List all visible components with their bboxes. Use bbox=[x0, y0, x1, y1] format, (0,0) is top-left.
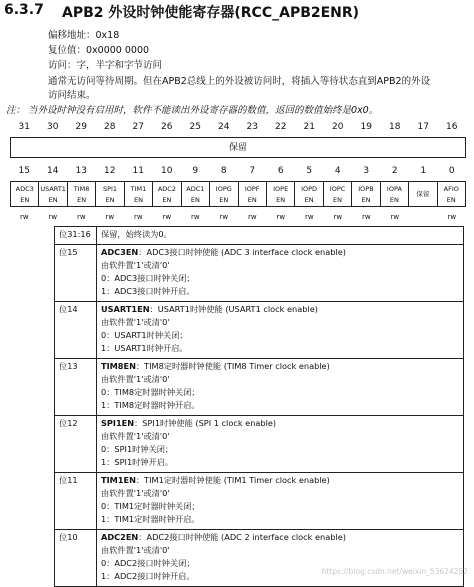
description-line: 由软件置'1'或清'0' bbox=[101, 488, 170, 498]
field-suffix: EN bbox=[219, 196, 229, 204]
description-line: 由软件置'1'或清'0' bbox=[101, 545, 170, 555]
bit-description bbox=[97, 473, 464, 530]
bit-number: 25 bbox=[189, 122, 201, 132]
bit-description-table bbox=[54, 226, 464, 587]
bit-number: 15 bbox=[18, 166, 30, 176]
bit-range: 位13 bbox=[55, 359, 97, 416]
field-iopcen bbox=[324, 182, 352, 206]
table-row bbox=[55, 530, 464, 587]
description-line: 由软件置'1'或清'0' bbox=[101, 431, 170, 441]
field-suffix: EN bbox=[162, 196, 172, 204]
description-line: 1：SPI1时钟开启。 bbox=[101, 457, 174, 467]
bit-range: 位15 bbox=[55, 245, 97, 302]
field-suffix: EN bbox=[20, 196, 30, 204]
table-row bbox=[55, 245, 464, 302]
bit-number: 14 bbox=[47, 166, 59, 176]
bit-description bbox=[97, 302, 464, 359]
bit-name: USART1EN bbox=[101, 304, 150, 314]
bit-description bbox=[97, 245, 464, 302]
bit-number: 11 bbox=[132, 166, 144, 176]
bit-number: 29 bbox=[75, 122, 87, 132]
description-text: 保留，始终读为0。 bbox=[101, 229, 172, 239]
field-name: IOPB bbox=[358, 185, 374, 193]
access-type: rw bbox=[133, 213, 143, 221]
field-iopaen bbox=[381, 182, 409, 206]
description-line: 1：USART1时钟开启。 bbox=[101, 343, 188, 353]
table-row bbox=[55, 359, 464, 416]
field-adc2en bbox=[153, 182, 181, 206]
field-suffix: EN bbox=[333, 196, 343, 204]
bit-number: 10 bbox=[161, 166, 173, 176]
field-iopeen bbox=[267, 182, 295, 206]
bit-description bbox=[97, 227, 464, 245]
field-suffix: EN bbox=[446, 196, 456, 204]
bit-name: TIM8EN bbox=[101, 361, 136, 371]
access-type bbox=[409, 213, 438, 221]
description-title bbox=[101, 361, 459, 374]
description-title bbox=[101, 475, 459, 488]
bit-number: 3 bbox=[363, 166, 370, 176]
upper-bit-numbers bbox=[10, 122, 466, 132]
bit-name: TIM1EN bbox=[101, 475, 136, 485]
bit-number: 8 bbox=[220, 166, 227, 176]
field-suffix: EN bbox=[389, 196, 399, 204]
field-reserved bbox=[409, 182, 437, 206]
field-suffix: EN bbox=[190, 196, 200, 204]
bit-number: 19 bbox=[360, 122, 372, 132]
field-name: IOPC bbox=[329, 185, 346, 193]
offset-address: 偏移地址：0x18 bbox=[48, 30, 120, 41]
field-iopden bbox=[295, 182, 323, 206]
access-type: rw bbox=[304, 213, 314, 221]
table-row bbox=[55, 416, 464, 473]
field-name: TIM1 bbox=[130, 185, 147, 193]
access-type: rw bbox=[190, 213, 200, 221]
wait-info-line2: 访问结束。 bbox=[48, 90, 96, 101]
access-type: rw bbox=[276, 213, 286, 221]
register-field-row bbox=[10, 181, 466, 207]
field-iopgen bbox=[210, 182, 238, 206]
field-name: ADC2 bbox=[157, 185, 176, 193]
note: 注： 当外设时钟没有启用时，软件不能读出外设寄存器的数值，返回的数值始终是0x0。 bbox=[6, 105, 379, 116]
bit-title: ：SPI1时钟使能 (SPI 1 clock enable) bbox=[134, 418, 277, 428]
bit-number: 13 bbox=[75, 166, 87, 176]
field-suffix: EN bbox=[105, 196, 115, 204]
field-afioen bbox=[438, 182, 465, 206]
field-iopfen bbox=[239, 182, 267, 206]
bit-title: ：ADC2接口时钟使能 (ADC 2 interface clock enable) bbox=[138, 532, 346, 542]
description-line: 0：USART1时钟关闭； bbox=[101, 330, 188, 340]
bit-number: 23 bbox=[246, 122, 258, 132]
field-name: IOPE bbox=[273, 185, 289, 193]
description-line: 0：TIM1定时器时钟关闭； bbox=[101, 501, 200, 511]
bit-number: 28 bbox=[104, 122, 116, 132]
bit-number: 5 bbox=[306, 166, 313, 176]
field-suffix: EN bbox=[276, 196, 286, 204]
bit-range: 位11 bbox=[55, 473, 97, 530]
bit-number: 22 bbox=[275, 122, 287, 132]
bit-number: 2 bbox=[391, 166, 398, 176]
description-line: 由软件置'1'或清'0' bbox=[101, 260, 170, 270]
field-usart1en bbox=[39, 182, 67, 206]
access-type: rw bbox=[162, 213, 172, 221]
description-line: 由软件置'1'或清'0' bbox=[101, 374, 170, 384]
bit-number: 21 bbox=[303, 122, 315, 132]
field-name: USART1 bbox=[40, 185, 66, 193]
bit-number: 26 bbox=[161, 122, 173, 132]
description-line: 1：ADC2接口时钟开启。 bbox=[101, 571, 195, 581]
access-type: rw bbox=[390, 213, 400, 221]
description-line: 0：TIM8定时器时钟关闭； bbox=[101, 387, 200, 397]
bit-range: 位14 bbox=[55, 302, 97, 359]
field-name: SPI1 bbox=[102, 185, 118, 193]
wait-info-line1: 通常无访问等待周期。但在APB2总线上的外设被访问时，将插入等待状态直到APB2的外设 bbox=[48, 76, 431, 87]
bit-number: 24 bbox=[218, 122, 230, 132]
bit-number: 7 bbox=[249, 166, 256, 176]
bit-description bbox=[97, 359, 464, 416]
bit-number: 0 bbox=[448, 166, 455, 176]
bit-number: 6 bbox=[277, 166, 284, 176]
field-name: IOPG bbox=[215, 185, 232, 193]
field-name: TIM8 bbox=[73, 185, 90, 193]
lower-bit-numbers bbox=[10, 166, 466, 176]
bit-number: 30 bbox=[47, 122, 59, 132]
field-name: ADC3 bbox=[15, 185, 34, 193]
description-title bbox=[101, 304, 459, 317]
section-title: APB2 外设时钟使能寄存器(RCC_APB2ENR) bbox=[62, 5, 360, 21]
field-suffix: EN bbox=[304, 196, 314, 204]
bit-title: ：TIM1定时器时钟使能 (TIM1 Timer clock enable) bbox=[135, 475, 330, 485]
section-number: 6.3.7 bbox=[4, 2, 44, 18]
table-row bbox=[55, 473, 464, 530]
table-row bbox=[55, 302, 464, 359]
field-suffix: EN bbox=[247, 196, 257, 204]
bit-number: 12 bbox=[104, 166, 116, 176]
access-type: rw bbox=[219, 213, 229, 221]
bit-description bbox=[97, 530, 464, 587]
access-info: 访问：字，半字和字节访问 bbox=[48, 60, 163, 71]
description-line: 1：ADC3接口时钟开启。 bbox=[101, 286, 195, 296]
field-name: ADC1 bbox=[186, 185, 205, 193]
description-line: 1：TIM8定时器时钟开启。 bbox=[101, 400, 200, 410]
access-type: rw bbox=[361, 213, 371, 221]
access-type: rw bbox=[76, 213, 86, 221]
description-line: 由软件置'1'或清'0' bbox=[101, 317, 170, 327]
description-line: 1：TIM1定时器时钟开启。 bbox=[101, 514, 200, 524]
bit-number: 16 bbox=[446, 122, 458, 132]
bit-range: 位10 bbox=[55, 530, 97, 587]
table-row bbox=[55, 227, 464, 245]
bit-number: 9 bbox=[192, 166, 199, 176]
access-type-row bbox=[10, 213, 466, 221]
bit-number: 1 bbox=[420, 166, 427, 176]
access-type: rw bbox=[333, 213, 343, 221]
field-name: IOPD bbox=[301, 185, 318, 193]
bit-title: ：ADC3接口时钟使能 (ADC 3 interface clock enable) bbox=[138, 247, 346, 257]
field-suffix: EN bbox=[77, 196, 87, 204]
description-line: 0：ADC3接口时钟关闭； bbox=[101, 273, 195, 283]
field-name: AFIO bbox=[443, 185, 459, 193]
access-type: rw bbox=[48, 213, 58, 221]
field-name: IOPA bbox=[386, 185, 402, 193]
field-spi1en bbox=[96, 182, 124, 206]
field-suffix: EN bbox=[48, 196, 58, 204]
bit-number: 20 bbox=[332, 122, 344, 132]
bit-name: SPI1EN bbox=[101, 418, 135, 428]
description-title bbox=[101, 532, 459, 545]
description-title bbox=[101, 418, 459, 431]
field-tim1en bbox=[125, 182, 153, 206]
field-tim8en bbox=[68, 182, 96, 206]
access-type: rw bbox=[19, 213, 29, 221]
field-iopben bbox=[352, 182, 380, 206]
bit-range: 位12 bbox=[55, 416, 97, 473]
bit-name: ADC2EN bbox=[101, 532, 139, 542]
bit-range: 位31:16 bbox=[55, 227, 97, 245]
watermark: https://blog.csdn.net/weixin_53624282 bbox=[321, 567, 468, 576]
field-name: IOPF bbox=[244, 185, 260, 193]
description-title bbox=[101, 247, 459, 260]
field-suffix: EN bbox=[361, 196, 371, 204]
field-adc1en bbox=[182, 182, 210, 206]
field-suffix: EN bbox=[133, 196, 143, 204]
bit-title: ：TIM8定时器时钟使能 (TIM8 Timer clock enable) bbox=[135, 361, 330, 371]
access-type: rw bbox=[447, 213, 457, 221]
field-name: 保留 bbox=[416, 190, 430, 198]
access-type: rw bbox=[247, 213, 257, 221]
field-adc3en bbox=[11, 182, 39, 206]
bit-number: 27 bbox=[132, 122, 144, 132]
reset-value: 复位值：0x0000 0000 bbox=[48, 45, 150, 56]
bit-number: 18 bbox=[389, 122, 401, 132]
bit-number: 4 bbox=[334, 166, 341, 176]
reserved-upper-field: 保留 bbox=[10, 137, 466, 158]
bit-number: 31 bbox=[18, 122, 30, 132]
bit-description bbox=[97, 416, 464, 473]
bit-number: 17 bbox=[417, 122, 429, 132]
access-type: rw bbox=[105, 213, 115, 221]
description-line: 0：SPI1时钟关闭； bbox=[101, 444, 174, 454]
bit-name: ADC3EN bbox=[101, 247, 139, 257]
bit-title: ：USART1时钟使能 (USART1 clock enable) bbox=[149, 304, 318, 314]
description-line: 0：ADC2接口时钟关闭； bbox=[101, 558, 195, 568]
